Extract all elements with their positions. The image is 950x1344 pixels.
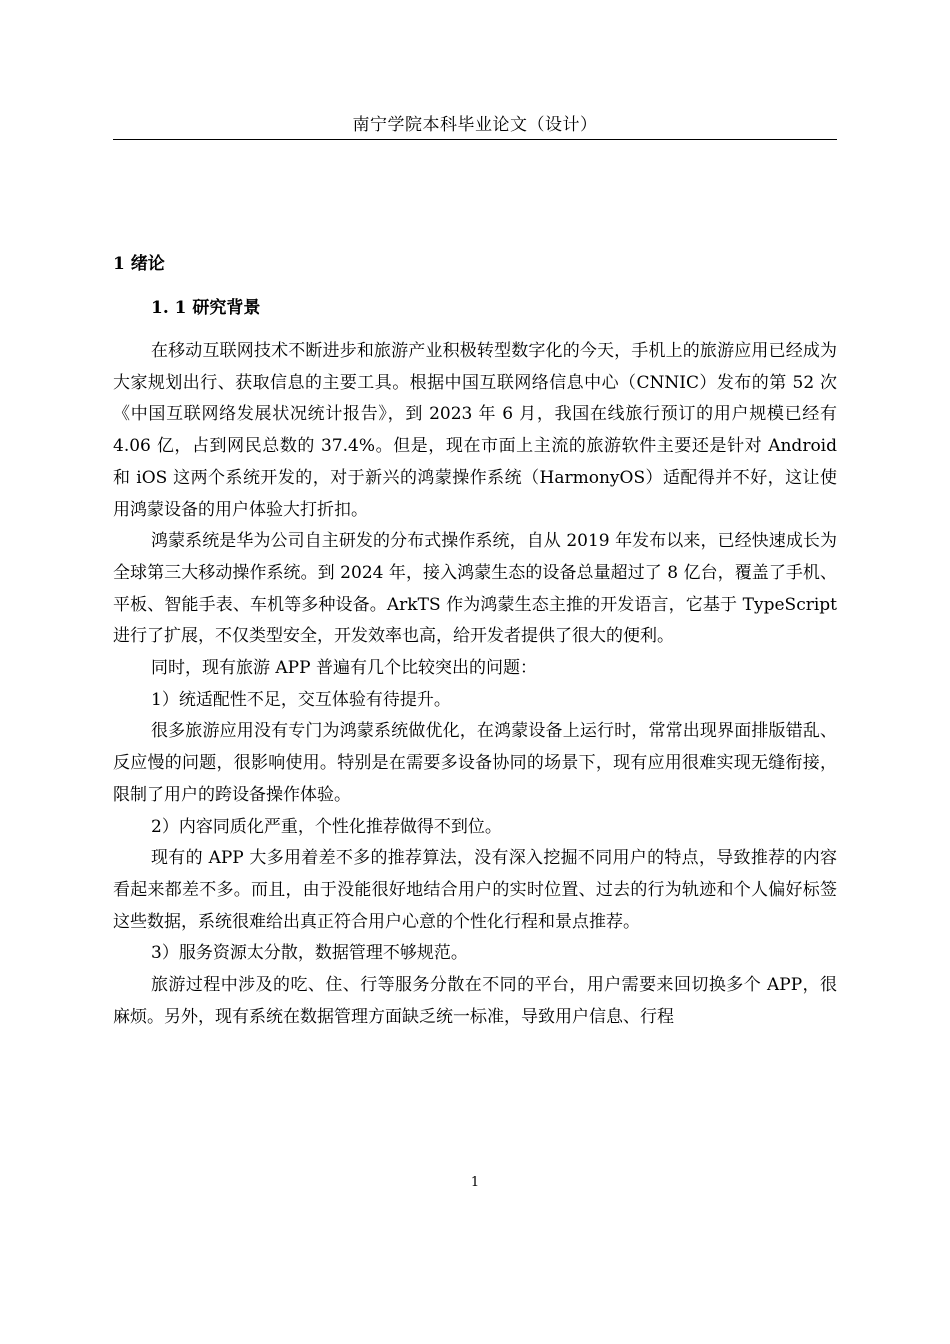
problem-item-1: 1）统适配性不足，交互体验有待提升。 [151, 689, 451, 710]
section-heading: 1. 1 研究背景 [151, 298, 261, 318]
chapter-heading: 1 绪论 [113, 254, 165, 274]
problem-item-3: 3）服务资源太分散，数据管理不够规范。 [151, 943, 468, 964]
main-content [113, 250, 837, 1033]
running-header-title: 南宁学院本科毕业论文（设计） [352, 115, 598, 135]
page-number: 1 [470, 1175, 480, 1190]
problem-item-2: 2）内容同质化严重，个性化推荐做得不到位。 [151, 816, 502, 837]
paragraph-harmonyos: 鸿蒙系统是华为公司自主研发的分布式操作系统，自从 2019 年发布以来，已经快速成长为全球第三大移动操作系统。到 2024 年，接入鸿蒙生态的设备总量超过了 8 亿台，覆盖了手机、平板、智能手表、车机等多种设备。ArkTS 作为鸿蒙生态主推的开发语言，它基于 TypeScript 进行了扩展，不仅类型安全，开发效率也高，给开发者提供了很大的便利。 [113, 531, 837, 647]
paragraph-problem-1-detail: 很多旅游应用没有专门为鸿蒙系统做优化，在鸿蒙设备上运行时，常常出现界面排版错乱、反应慢的问题，很影响使用。特别是在需要多设备协同的场景下，现有应用很难实现无缝衔接，限制了用户的跨设备操作体验。 [113, 721, 837, 805]
header-rule [113, 139, 837, 140]
paragraph-problem-3-detail: 旅游过程中涉及的吃、住、行等服务分散在不同的平台，用户需要来回切换多个 APP，很麻烦。另外，现有系统在数据管理方面缺乏统一标准，导致用户信息、行程 [113, 975, 837, 1027]
paragraph-problems-intro: 同时，现有旅游 APP 普遍有几个比较突出的问题： [151, 658, 537, 679]
paragraph-background: 在移动互联网技术不断进步和旅游产业积极转型数字化的今天，手机上的旅游应用已经成为大家规划出行、获取信息的主要工具。根据中国互联网络信息中心（CNNIC）发布的第 52 次《中国互联网络发展状况统计报告》，到 2023 年 6 月，我国在线旅行预订的用户规模已经有 4.06 亿，占到网民总数的 37.4%。但是，现在市面上主流的旅游软件主要还是针对 Android 和 iOS 这两个系统开发的，对于新兴的鸿蒙操作系统（HarmonyOS）适配得并不好，这让使用鸿蒙设备的用户体验大打折扣。 [113, 341, 837, 520]
paragraph-problem-2-detail: 现有的 APP 大多用着差不多的推荐算法，没有深入挖掘不同用户的特点，导致推荐的内容看起来都差不多。而且，由于没能很好地结合用户的实时位置、过去的行为轨迹和个人偏好标签这些数据，系统很难给出真正符合用户心意的个性化行程和景点推荐。 [113, 848, 837, 932]
body-text [113, 336, 837, 1033]
